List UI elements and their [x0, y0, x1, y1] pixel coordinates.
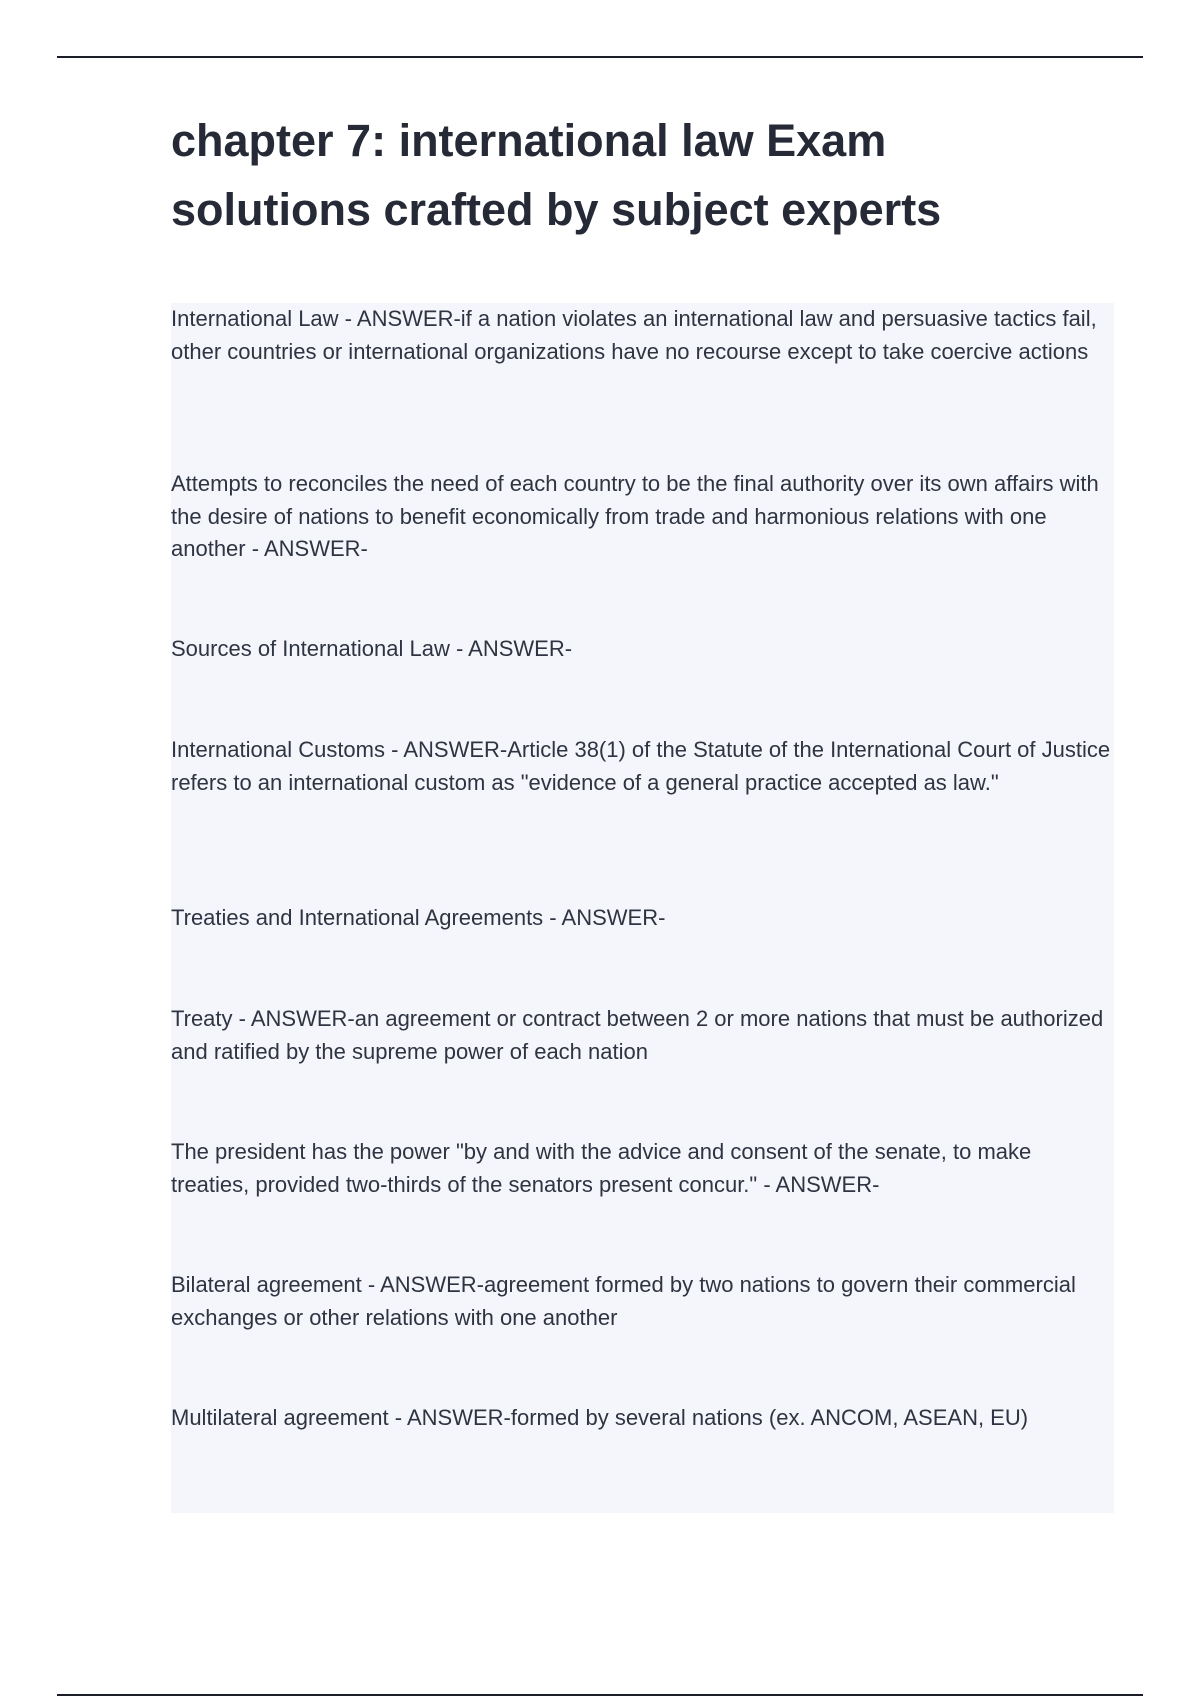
qa-item-multilateral: Multilateral agreement - ANSWER-formed by several nations (ex. ANCOM, ASEAN, EU) [171, 1405, 1029, 1430]
qa-item-bilateral: Bilateral agreement - ANSWER-agreement formed by two nations to govern their commercial exchanges or other relations with one another [171, 1272, 1076, 1330]
bottom-divider [57, 1694, 1143, 1696]
qa-item-sources: Sources of International Law - ANSWER- [171, 636, 573, 661]
qa-item-international-law: International Law - ANSWER-if a nation violates an international law and persuasive tactics fail, other countries or international organizations have no recourse except to take coercive actions [171, 306, 1097, 364]
document-title: chapter 7: international law Exam solutions crafted by subject experts [171, 115, 942, 235]
qa-list [171, 303, 1114, 1513]
qa-item-treaties-agreements: Treaties and International Agreements - ANSWER- [171, 905, 666, 930]
qa-item-international-customs: International Customs - ANSWER-Article 38(1) of the Statute of the International Court of Justice refers to an international custom as "evidence of a general practice accepted as law." [171, 737, 1111, 795]
qa-item-treaty: Treaty - ANSWER-an agreement or contract between 2 or more nations that must be authorized and ratified by the supreme power of each nation [171, 1006, 1104, 1064]
qa-item-reconciles-need: Attempts to reconciles the need of each country to be the final authority over its own affairs with the desire of nations to benefit economically from trade and harmonious relations with one another - ANSWER- [171, 471, 1099, 561]
qa-item-president-power: The president has the power "by and with the advice and consent of the senate, to make treaties, provided two-thirds of the senators present concur." - ANSWER- [171, 1139, 1032, 1197]
top-divider [57, 56, 1143, 58]
